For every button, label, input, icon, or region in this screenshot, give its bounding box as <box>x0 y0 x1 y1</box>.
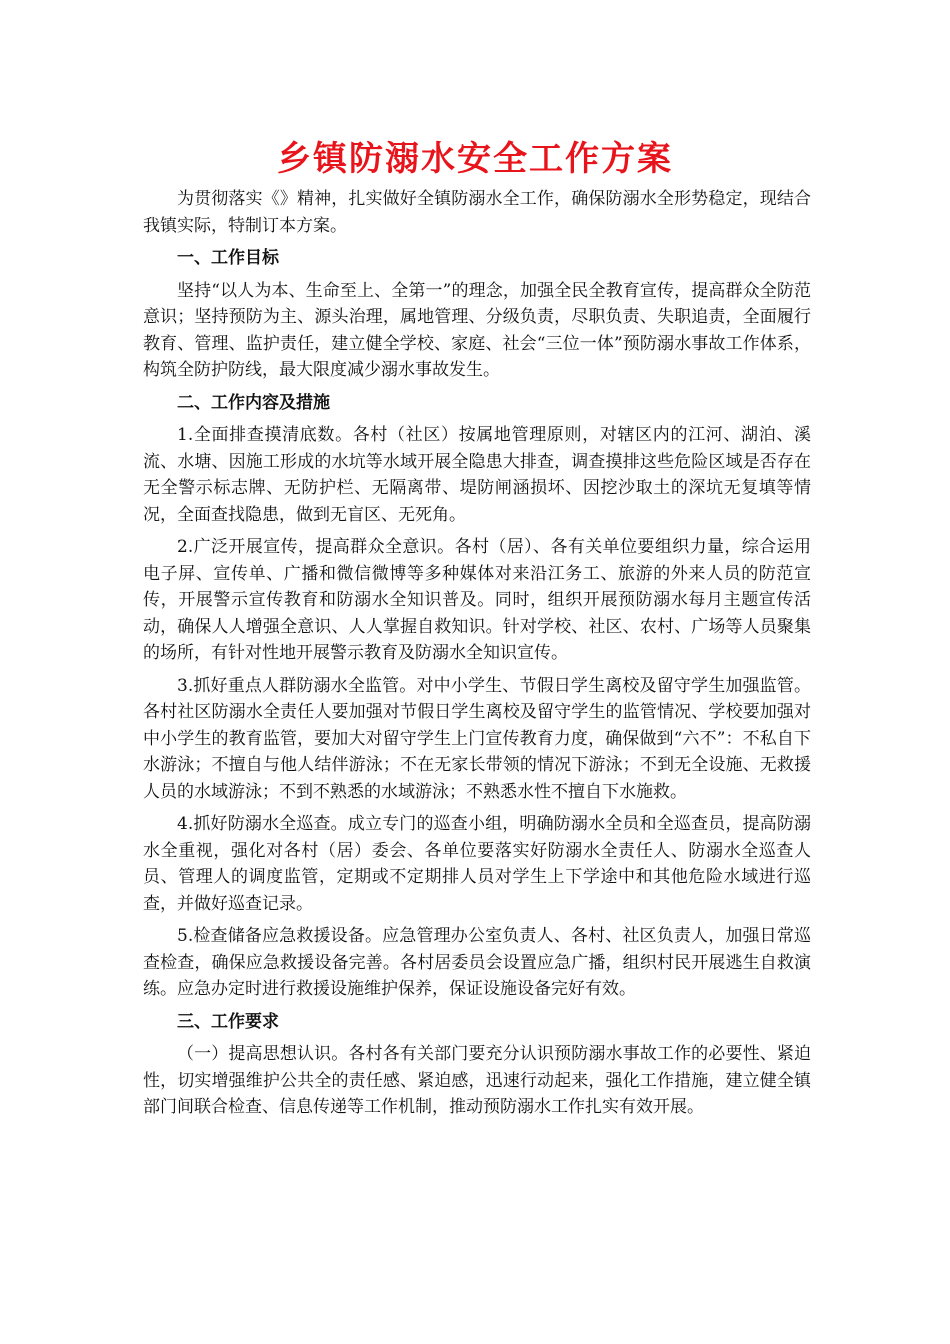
document-title: 乡镇防溺水安全工作方案 <box>277 139 673 179</box>
document-body <box>143 186 811 1127</box>
goals-paragraph: 坚持“以人为本、生命至上、全第一”的理念，加强全民全教育宣传，提高群众全防范意识；坚持预防为主、源头治理，属地管理、分级负责，尽职负责、失职追责，全面履行教育、管理、监护责任，建立健全学校、家庭、社会“三位一体”预防溺水事故工作体系，构筑全防护防线，最大限度减少溺水事故发生。 <box>143 280 811 380</box>
requirement-paragraph-1: （一）提高思想认识。各村各有关部门要充分认识预防溺水事故工作的必要性、紧迫性，切实增强维护公共全的责任感、紧迫感，迅速行动起来，强化工作措施，建立健全镇部门间联合检查、信息传递等工作机制，推动预防溺水工作扎实有效开展。 <box>143 1044 811 1117</box>
intro-paragraph: 为贯彻落实《》精神，扎实做好全镇防溺水全工作，确保防溺水全形势稳定，现结合我镇实际，特制订本方案。 <box>143 189 811 236</box>
measure-paragraph-5: 5.检查储备应急救援设备。应急管理办公室负责人、各村、社区负责人，加强日常巡查检查，确保应急救援设备完善。各村居委员会设置应急广播，组织村民开展逃生自救演练。应急办定时进行救援设施维护保养，保证设施设备完好有效。 <box>143 926 811 999</box>
measure-paragraph-2: 2.广泛开展宣传，提高群众全意识。各村（居）、各有关单位要组织力量，综合运用电子屏、宣传单、广播和微信微博等多种媒体对来沿江务工、旅游的外来人员的防范宣传，开展警示宣传教育和防溺水全知识普及。同时，组织开展预防溺水每月主题宣传活动，确保人人增强全意识、人人掌握自救知识。针对学校、社区、农村、广场等人员聚集的场所，有针对性地开展警示教育及防溺水全知识宣传。 <box>143 537 811 663</box>
section-heading-requirements: 三、工作要求 <box>177 1011 279 1032</box>
measure-paragraph-4: 4.抓好防溺水全巡查。成立专门的巡查小组，明确防溺水全员和全巡查员，提高防溺水全重视，强化对各村（居）委会、各单位要落实好防溺水全责任人、防溺水全巡查人员、管理人的调度监管，定期或不定期排人员对学生上下学途中和其他危险水域进行巡查，并做好巡查记录。 <box>143 814 811 914</box>
measure-paragraph-3: 3.抓好重点人群防溺水全监管。对中小学生、节假日学生离校及留守学生加强监管。各村社区防溺水全责任人要加强对节假日学生离校及留守学生的监管情况、学校要加强对中小学生的教育监管，要加大对留守学生上门宣传教育力度，确保做到“六不”：不私自下水游泳；不擅自与他人结伴游泳；不在无家长带领的情况下游泳；不到无全设施、无救援人员的水域游泳；不到不熟悉的水域游泳；不熟悉水性不擅自下水施救。 <box>143 675 811 802</box>
section-heading-measures: 二、工作内容及措施 <box>177 392 330 413</box>
section-heading-goals: 一、工作目标 <box>177 248 279 268</box>
measure-paragraph-1: 1.全面排查摸清底数。各村（社区）按属地管理原则，对辖区内的江河、湖泊、溪流、水塘、因施工形成的水坑等水域开展全隐患大排查，调查摸排这些危险区域是否存在无全警示标志牌、无防护栏、无隔离带、堤防闸涵损坏、因挖沙取土的深坑无复填等情况，全面查找隐患，做到无盲区、无死角。 <box>143 425 811 525</box>
